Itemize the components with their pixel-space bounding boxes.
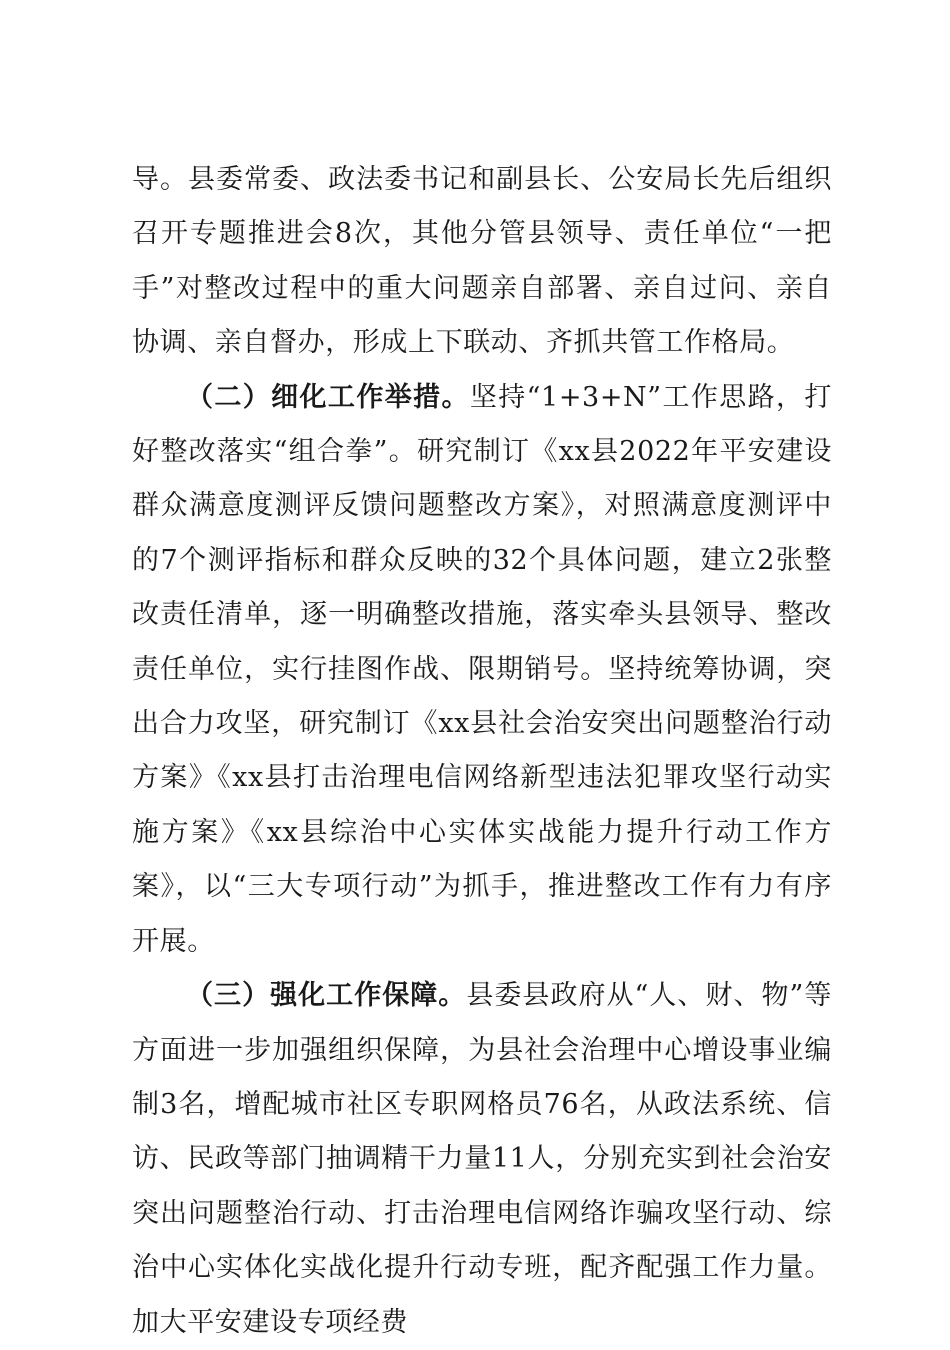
paragraph-refine-measures bbox=[132, 371, 832, 969]
paragraph-continuation bbox=[132, 153, 832, 371]
paragraph-text: 坚持“1+3+N”工作思路，打好整改落实“组合拳”。研究制订《xx县2022年平安建设群众满意度测评反馈问题整改方案》，对照满意度测评中的7个测评指标和群众反映的32个具体问题，建立2张整改责任清单，逐一明确整改措施，落实牵头县领导、整改责任单位，实行挂图作战、限期销号。坚持统筹协调，突出合力攻坚，研究制订《xx县社会治安突出问题整治行动方案》《xx县打击治理电信网络新型违法犯罪攻坚行动实施方案》《xx县综治中心实体实战能力提升行动工作方案》，以“三大专项行动”为抓手，推进整改工作有力有序开展。 bbox=[132, 381, 833, 957]
paragraph-text: 导。县委常委、政法委书记和副县长、公安局长先后组织召开专题推进会8次，其他分管县领导、责任单位“一把手”对整改过程中的重大问题亲自部署、亲自过问、亲自协调、亲自督办，形成上下联动、齐抓共管工作格局。 bbox=[132, 164, 832, 359]
section-heading: （二）细化工作举措。 bbox=[186, 381, 470, 413]
section-heading: （三）强化工作保障。 bbox=[186, 980, 467, 1012]
paragraph-text: 县委县政府从“人、财、物”等方面进一步加强组织保障，为县社会治理中心增设事业编制3名，增配城市社区专职网格员76名，从政法系统、信访、民政等部门抽调精干力量11人，分别充实到社会治安突出问题整治行动、打击治理电信网络诈骗攻坚行动、综治中心实体化实战化提升行动专班，配齐配强工作力量。加大平安建设专项经费 bbox=[132, 980, 832, 1338]
paragraph-strengthen-guarantee bbox=[132, 969, 832, 1350]
document-body bbox=[132, 153, 832, 1350]
